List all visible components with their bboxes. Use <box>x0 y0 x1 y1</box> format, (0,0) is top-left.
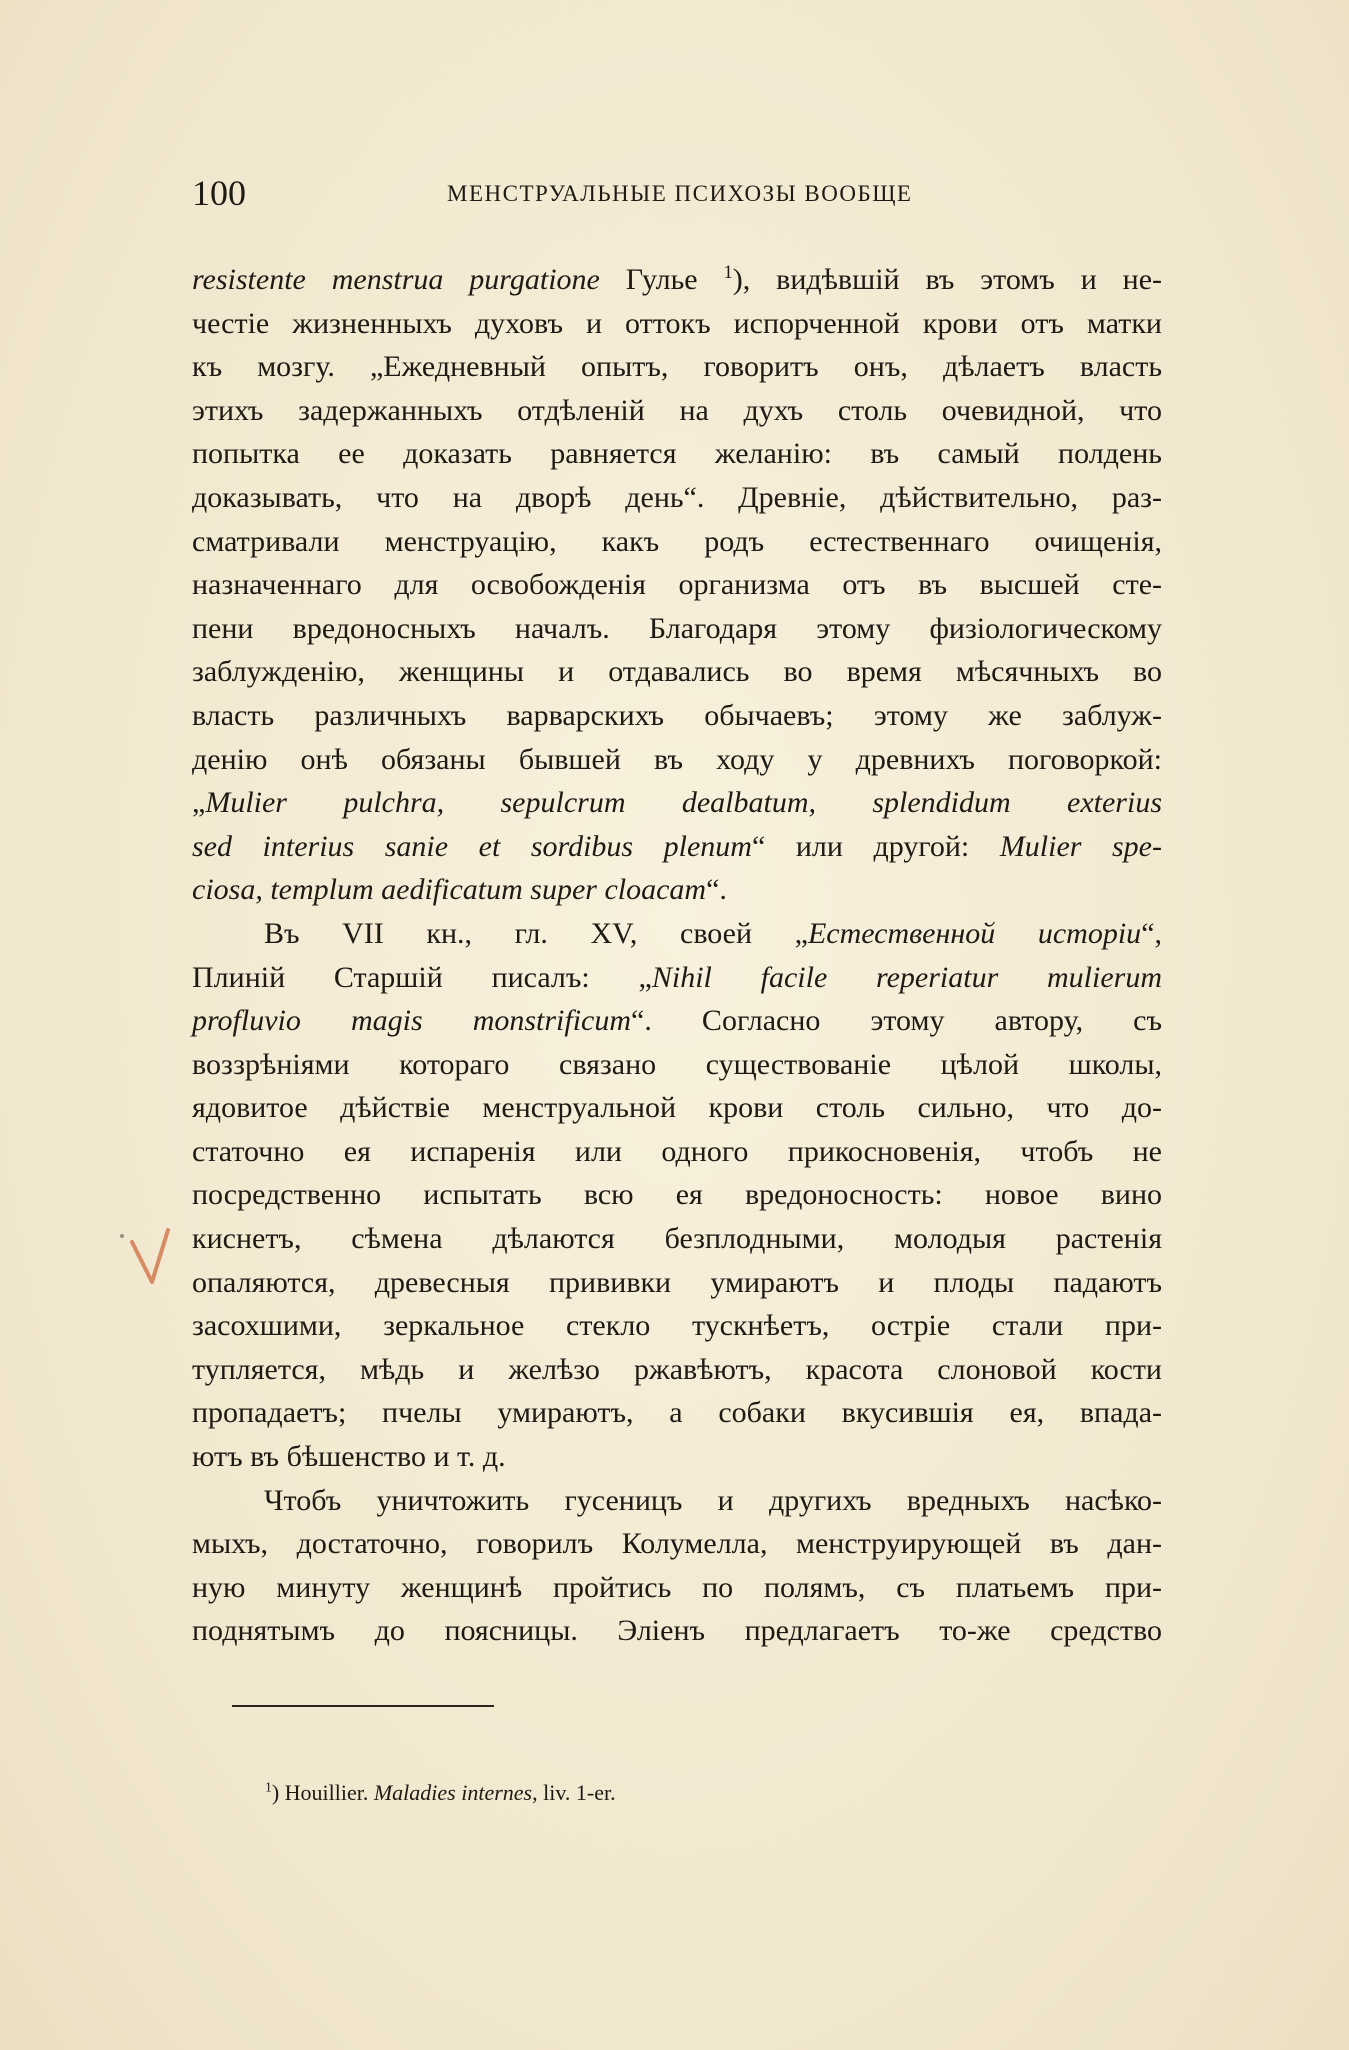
text-line <box>192 563 1162 607</box>
text-run: Гулье <box>599 263 724 296</box>
text-run: тупляется, мѣдь и желѣзо ржавѣютъ, красота слоновой кости <box>192 1352 1162 1386</box>
italic-text: Nihil facile reperiatur mulierum <box>651 960 1162 994</box>
text-run: ютъ въ бѣшенство и т. д. <box>192 1440 506 1474</box>
text-run: этихъ задержанныхъ отдѣленій на духъ столь очевидной, что <box>192 393 1162 427</box>
text-line <box>192 302 1162 346</box>
text-run: Чтобъ уничтожить гусеницъ и другихъ вредныхъ насѣко- <box>264 1483 1162 1517</box>
text-run: доказывать, что на дворѣ день“. Древніе, дѣйствительно, раз- <box>192 480 1162 514</box>
text-line <box>192 1086 1162 1130</box>
text-run: назначеннаго для освобожденія организма отъ въ высшей сте- <box>192 568 1162 602</box>
text-run: поднятымъ до поясницы. Эліенъ предлагаетъ то-же средство <box>192 1614 1162 1648</box>
text-run: Плиній Старшій писалъ: „ <box>192 960 652 994</box>
text-line <box>192 999 1162 1043</box>
text-line <box>192 912 1162 956</box>
text-run: власть различныхъ варварскихъ обычаевъ; этому же заблуж- <box>192 698 1162 732</box>
text-line <box>192 1304 1162 1348</box>
text-line <box>192 650 1162 694</box>
text-run: честіе жизненныхъ духовъ и оттокъ испорченной крови отъ матки <box>192 306 1162 340</box>
footnote-ref: 1 <box>723 262 733 283</box>
text-run: ) Houillier. <box>271 1780 374 1805</box>
text-run: “. <box>706 873 727 907</box>
text-run: киснетъ, сѣмена дѣлаются безплодными, молодыя растенія <box>192 1222 1162 1256</box>
text-run: засохшими, зеркальное стекло тускнѣетъ, остріе стали при- <box>192 1309 1162 1343</box>
text-line <box>192 825 1162 869</box>
text-run: пени вредоносныхъ началъ. Благодаря этому физіологическому <box>192 611 1162 645</box>
text-line <box>192 432 1162 476</box>
page-header <box>192 168 1162 218</box>
text-run: ную минуту женщинѣ пройтись по полямъ, съ платьемъ при- <box>192 1570 1162 1604</box>
text-run: Въ VII кн., гл. XV, своей „ <box>264 916 808 950</box>
text-line <box>192 1479 1162 1523</box>
text-run: ядовитое дѣйствіе менструальной крови столь сильно, что до- <box>192 1091 1162 1125</box>
text-line <box>192 476 1162 520</box>
footnote-ref: 1 <box>265 1779 272 1795</box>
text-run: сматривали менструацію, какъ родъ естественнаго очищенія, <box>192 524 1162 558</box>
text-line <box>192 1217 1162 1261</box>
text-line <box>192 956 1162 1000</box>
footnote <box>265 1778 616 1808</box>
running-title: МЕНСТРУАЛЬНЫЕ ПСИХОЗЫ ВООБЩЕ <box>447 181 913 206</box>
italic-text: Mulier spe- <box>999 829 1162 863</box>
text-line <box>192 1435 1162 1479</box>
body-text <box>192 258 1162 1653</box>
text-run: денію онѣ обязаны бывшей въ ходу у древнихъ поговоркой: <box>192 742 1162 776</box>
italic-text: Естественной исторіи <box>807 916 1142 950</box>
text-line <box>192 258 1162 302</box>
italic-text: Maladies internes <box>373 1780 533 1805</box>
text-run: “. Согласно этому автору, съ <box>631 1004 1162 1038</box>
text-line <box>192 738 1162 782</box>
text-line <box>192 1348 1162 1392</box>
text-line <box>192 389 1162 433</box>
text-line <box>192 1130 1162 1174</box>
text-run: “, <box>1141 916 1163 950</box>
text-line <box>192 1261 1162 1305</box>
checkmark-v-icon <box>118 1228 178 1288</box>
text-run: ), видѣвшій въ этомъ и не- <box>732 263 1162 296</box>
page-number: 100 <box>192 173 246 213</box>
text-line <box>192 694 1162 738</box>
text-run: „ <box>192 786 206 820</box>
text-run: воззрѣніями котораго связано существованіе цѣлой школы, <box>192 1047 1162 1081</box>
text-run: къ мозгу. „Ежедневный опытъ, говоритъ онъ, дѣлаетъ власть <box>192 350 1162 384</box>
text-run: , liv. 1-er. <box>532 1780 616 1805</box>
italic-text: profluvio magis monstrificum <box>192 1004 632 1038</box>
text-run: пропадаетъ; пчелы умираютъ, а собаки вкусившія ея, впада- <box>192 1396 1162 1430</box>
text-line <box>192 607 1162 651</box>
text-run: заблужденію, женщины и отдавались во время мѣсячныхъ во <box>192 655 1162 689</box>
text-line <box>192 1566 1162 1610</box>
footnote-divider <box>232 1705 494 1707</box>
text-line <box>192 520 1162 564</box>
text-line <box>192 1043 1162 1087</box>
text-line <box>192 1522 1162 1566</box>
italic-text: ciosa, templum aedificatum super cloacam <box>192 873 707 907</box>
text-line <box>192 1391 1162 1435</box>
text-run: посредственно испытать всю ея вредоносность: новое вино <box>192 1178 1162 1212</box>
italic-text: sed interius sanie et sordibus plenum <box>192 829 752 863</box>
text-line <box>192 868 1162 912</box>
italic-text: Mulier pulchra, sepulcrum dealbatum, splendidum exterius <box>205 786 1162 820</box>
text-line <box>192 781 1162 825</box>
italic-text: resistente menstrua purgatione <box>192 263 600 296</box>
text-line <box>192 1609 1162 1653</box>
text-run: “ или другой: <box>751 829 1000 863</box>
text-run: статочно ея испаренія или одного прикосновенія, чтобъ не <box>192 1134 1162 1168</box>
text-run: мыхъ, достаточно, говорилъ Колумелла, менструирующей въ дан- <box>192 1527 1162 1561</box>
text-run: попытка ее доказать равняется желанію: въ самый полдень <box>192 437 1162 471</box>
text-line <box>192 1173 1162 1217</box>
text-run: опаляются, древесныя прививки умираютъ и плоды падаютъ <box>192 1265 1162 1299</box>
text-line <box>192 345 1162 389</box>
